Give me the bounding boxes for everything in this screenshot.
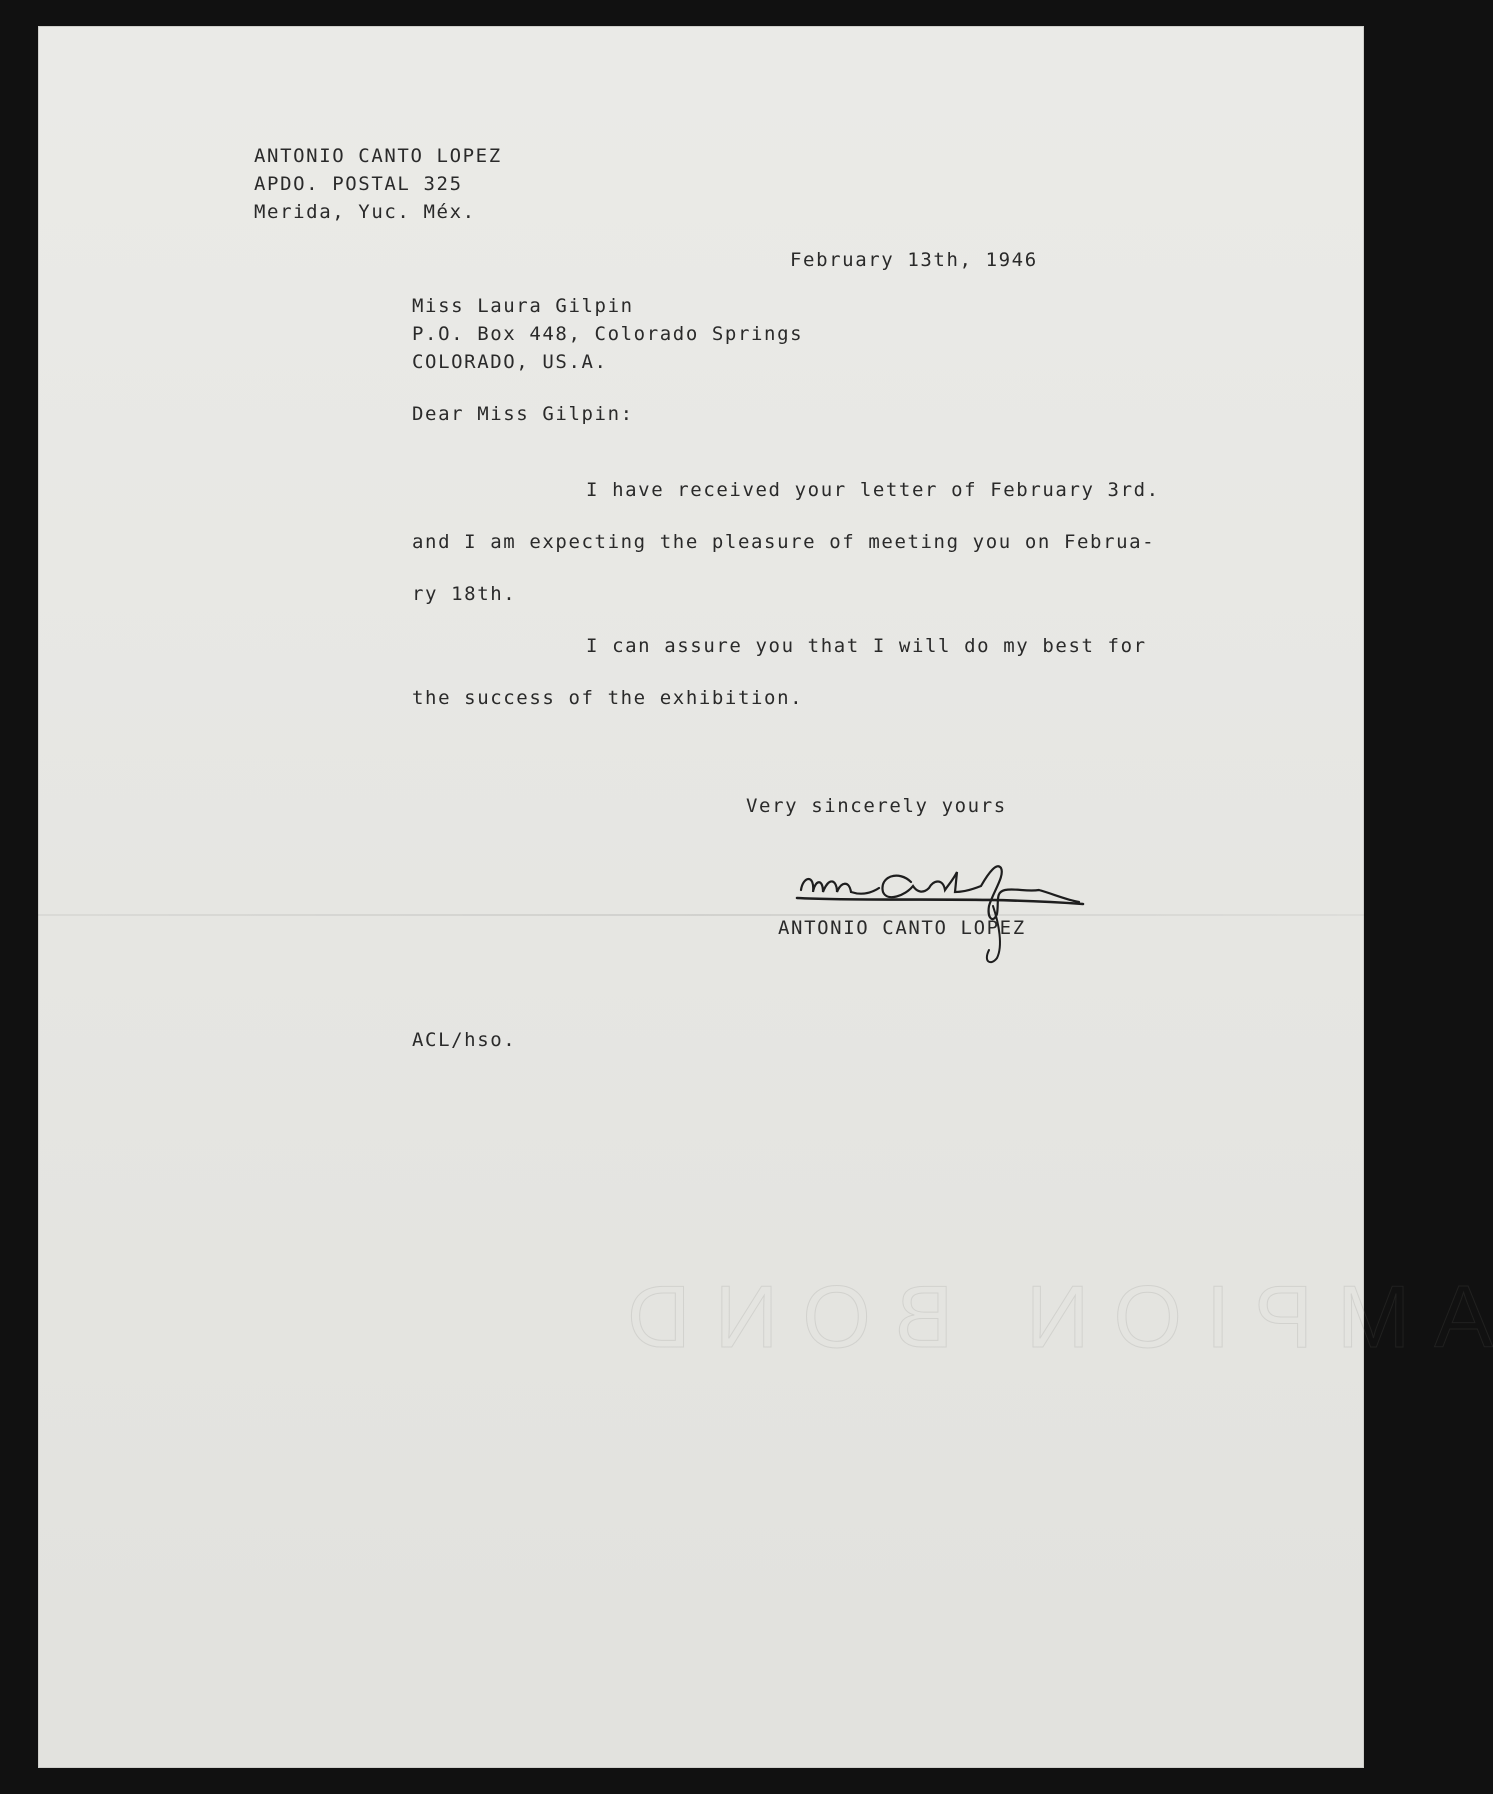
- recipient-state: COLORADO, US.A.: [412, 351, 608, 373]
- body-line: I have received your letter of February 3rd.: [586, 479, 1160, 501]
- body-line: and I am expecting the pleasure of meeting you on Februa-: [412, 531, 1156, 553]
- closing: Very sincerely yours: [746, 795, 1007, 817]
- signature-name: ANTONIO CANTO LOPEZ: [778, 917, 1026, 939]
- recipient-address: P.O. Box 448, Colorado Springs: [412, 323, 804, 345]
- body-line: ry 18th.: [412, 583, 517, 605]
- body-line: the success of the exhibition.: [412, 687, 804, 709]
- salutation: Dear Miss Gilpin:: [412, 403, 634, 425]
- recipient-name: Miss Laura Gilpin: [412, 295, 634, 317]
- letter-page: [38, 26, 1493, 1768]
- paper-watermark: AMPION BOND: [603, 1267, 1493, 1366]
- reference-initials: ACL/hso.: [412, 1029, 517, 1051]
- letter-date: February 13th, 1946: [790, 249, 1038, 271]
- body-line: I can assure you that I will do my best for: [586, 635, 1147, 657]
- sender-name: ANTONIO CANTO LOPEZ: [254, 145, 502, 167]
- sender-city: Merida, Yuc. Méx.: [254, 201, 476, 223]
- sender-address: APDO. POSTAL 325: [254, 173, 463, 195]
